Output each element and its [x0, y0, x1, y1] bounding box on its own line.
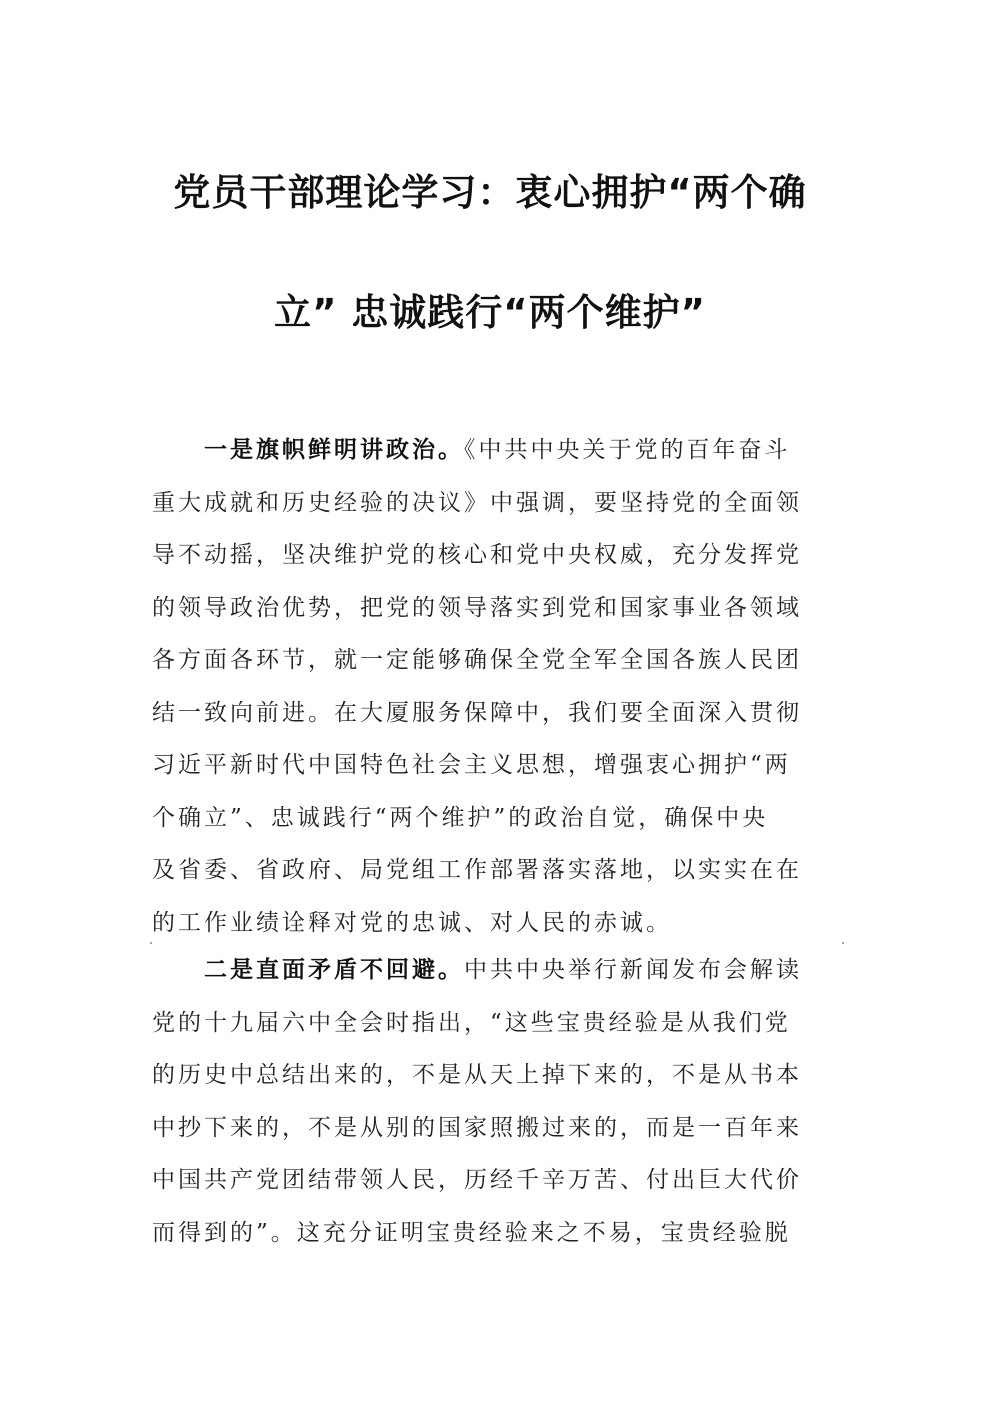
paragraph-line: 导不动摇，坚决维护党的核心和党中央权威，充分发挥党 [152, 542, 802, 568]
paragraph-line: 而得到的”。这充分证明宝贵经验来之不易，宝贵经验脱 [152, 1219, 791, 1246]
paragraph-line: 习近平新时代中国特色社会主义思想，增强衷心拥护“两 [152, 752, 791, 778]
paragraph-1 [152, 424, 818, 949]
paragraph-line: 的历史中总结出来的，不是从天上掉下来的，不是从书本 [152, 1062, 802, 1088]
paragraph-lead: 二是直面矛盾不回避。 [204, 957, 464, 983]
paragraph-line: 的领导政治优势，把党的领导落实到党和国家事业各领域 [152, 594, 802, 621]
paragraph-line: 重大成就和历史经验的决议》中强调，要坚持党的全面领 [152, 489, 802, 516]
paragraph-line: 结一致向前进。在大厦服务保障中，我们要全面深入贯彻 [152, 699, 802, 726]
scan-speck [842, 942, 844, 944]
paragraph-line: 各方面各环节，就一定能够确保全党全军全国各族人民团 [152, 647, 802, 673]
paragraph-line: 个确立”、忠诚践行“两个维护”的政治自觉，确保中央 [152, 804, 769, 831]
paragraph-line: 及省委、省政府、局党组工作部署落实落地，以实实在在 [152, 857, 802, 883]
paragraph-line: 的工作业绩诠释对党的忠诚、对人民的赤诚。 [152, 909, 672, 936]
document-title-line-1: 党员干部理论学习：衷心拥护“两个确 [173, 171, 807, 214]
paragraph-line: 中国共产党团结带领人民，历经千辛万苦、付出巨大代价 [152, 1167, 802, 1193]
paragraph-2 [152, 944, 818, 1259]
paragraph-lead: 一是旗帜鲜明讲政治。 [204, 437, 464, 463]
document-title-line-2: 立” 忠诚践行“两个维护” [274, 291, 706, 334]
paragraph-line: 中抄下来的，不是从别的国家照搬过来的，而是一百年来 [152, 1114, 802, 1141]
paragraph-line [152, 944, 818, 997]
paragraph-text: 《中共中央关于党的百年奋斗 [464, 437, 791, 463]
paragraph-line [152, 424, 818, 477]
paragraph-text: 中共中央举行新闻发布会解读 [464, 957, 802, 983]
paragraph-line: 党的十九届六中全会时指出，“这些宝贵经验是从我们党 [152, 1009, 791, 1036]
